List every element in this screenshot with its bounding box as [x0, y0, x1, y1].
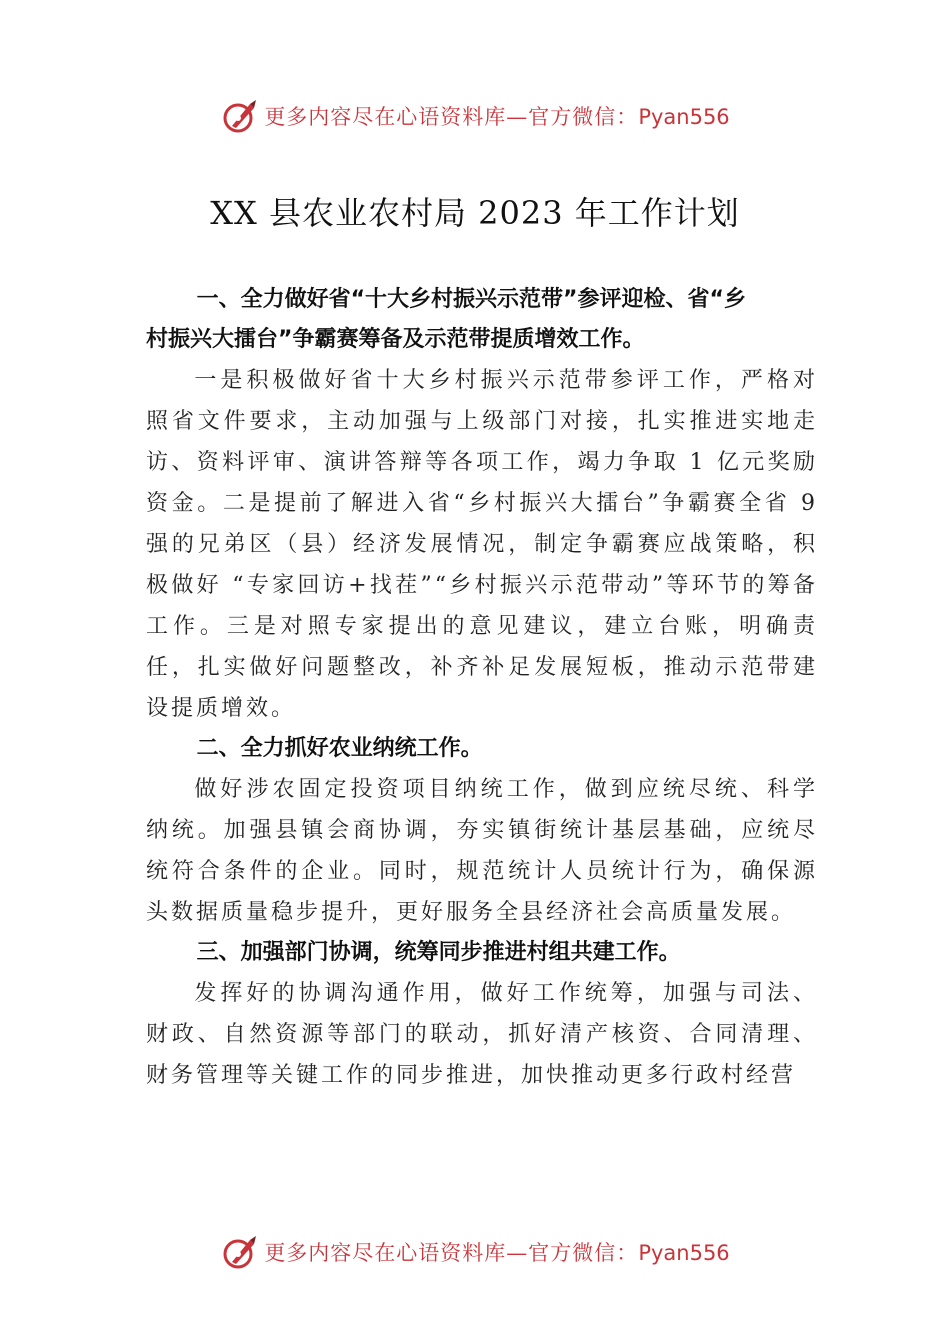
section-body-3: 发挥好的协调沟通作用，做好工作统筹，加强与司法、财政、自然资源等部门的联动，抓好清产核资、合同清理、 财务管理等关键工作的同步推进，加快推动更多行政村经营 — [146, 981, 818, 1088]
wechat-id: Pyan556 — [638, 105, 730, 129]
section-body-2: 做好涉农固定投资项目纳统工作，做到应统尽统、科学纳统。加强县镇会商协调，夯实镇街统计基层基础，应统尽统符合条件的企业。同时，规范统计人员统计行为，确保源头数据质量稳步提升，更好服务全县经济社会高质量发展。 — [146, 777, 818, 925]
wechat-id: Pyan556 — [638, 1241, 730, 1265]
section-heading-3: 三、加强部门协调，统筹同步推进村组共建工作。 — [196, 940, 681, 965]
banner-text: 更多内容尽在心语资料库—官方微信：Pyan556 — [264, 105, 730, 129]
section-heading-1: 一、全力做好省“十大乡村振兴示范带”参评迎检、省“乡村振兴大擂台”争霸赛筹备及示范带提质增效工作。 — [146, 287, 746, 352]
pen-logo-icon — [220, 96, 260, 136]
section-heading-2: 二、全力抓好农业纳统工作。 — [196, 736, 483, 761]
section-body-1: 一是积极做好省十大乡村振兴示范带参评工作，严格对照省文件要求，主动加强与上级部门对接，扎实推进实地走访、资料评审、演讲答辩等各项工作，竭力争取 1 亿元奖励资金。二是提前了解进入省“乡村振兴大擂台”争霸赛全省 9 强的兄弟区（县）经济发展情况，制定争霸赛应战策略，积极做好 “专家回访+找茬”“乡村振兴示范带动”等环节的筹备工作。三是对照专家提出的意见建议，建立台账，明确责任，扎实做好问题整改，补齐补足发展短板，推动示范带建设提质增效。 — [146, 368, 818, 721]
document-body — [146, 280, 818, 1096]
header-banner — [0, 96, 950, 136]
banner-text: 更多内容尽在心语资料库—官方微信：Pyan556 — [264, 1241, 730, 1265]
pen-logo-icon — [220, 1232, 260, 1272]
footer-banner — [0, 1232, 950, 1272]
page-title: XX 县农业农村局 2023 年工作计划 — [210, 194, 740, 232]
